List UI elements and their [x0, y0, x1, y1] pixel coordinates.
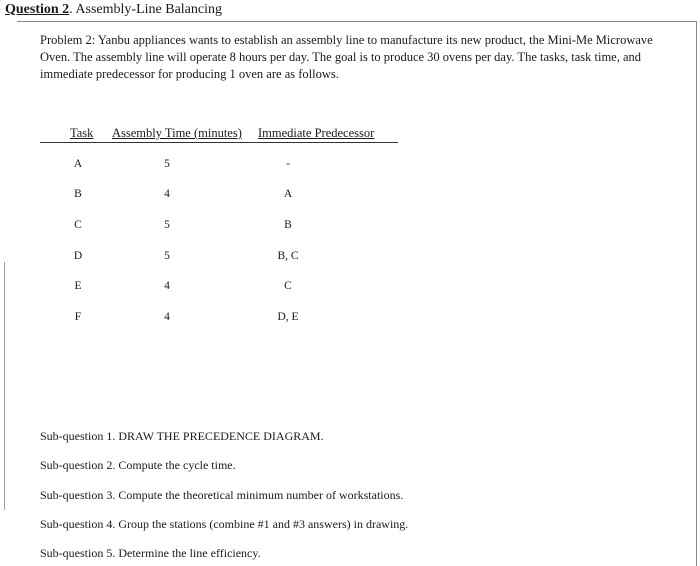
table-header [40, 126, 398, 143]
subquestion-1: Sub-question 1. DRAW THE PRECEDENCE DIAGRAM. [40, 429, 324, 443]
predecessor-cell: B [284, 219, 292, 231]
table-row [40, 250, 460, 266]
question-title: . Assembly-Line Balancing [69, 2, 222, 17]
predecessor-cell: A [283, 188, 293, 200]
time-cell: 5 [164, 158, 170, 170]
subquestion-5: Sub-question 5. Determine the line efficiency. [40, 546, 261, 560]
predecessor-cell: B, C [277, 250, 299, 262]
subquestion-3: Sub-question 3. Compute the theoretical minimum number of workstations. [40, 488, 404, 502]
table-row [40, 158, 460, 174]
task-cell: F [74, 311, 82, 323]
predecessor-cell: - [286, 158, 290, 170]
time-cell: 4 [164, 280, 170, 292]
table-row [40, 280, 460, 296]
question-label: Question 2 [5, 2, 70, 17]
subquestion-4: Sub-question 4. Group the stations (combine #1 and #3 answers) in drawing. [40, 517, 409, 531]
time-cell: 4 [164, 188, 170, 200]
header-task: Task [70, 126, 94, 140]
task-cell: C [74, 219, 82, 231]
time-cell: 5 [164, 219, 170, 231]
table-row [40, 188, 460, 204]
table-row [40, 219, 460, 235]
table-row [40, 311, 460, 327]
task-cell: E [74, 280, 82, 292]
problem-text: Problem 2: Yanbu appliances wants to establish an assembly line to manufacture its new product, the Mini-Me Microwave Oven. The assembly line will operate 8 hours per day. The goal is to produce 30 ovens per day. The tasks, task time, and immediate predecessor for producing 1 oven are as follows. [40, 33, 653, 81]
time-cell: 4 [164, 311, 170, 323]
task-cell: A [73, 158, 83, 170]
problem-statement [40, 32, 680, 83]
side-divider [4, 262, 5, 510]
question-heading [5, 2, 222, 18]
task-cell: B [74, 188, 82, 200]
task-table [40, 126, 460, 323]
time-cell: 5 [164, 250, 170, 262]
header-time: Assembly Time (minutes) [112, 126, 242, 140]
task-cell: D [73, 250, 83, 262]
predecessor-cell: C [284, 280, 292, 292]
header-predecessor: Immediate Predecessor [258, 126, 375, 140]
subquestion-2: Sub-question 2. Compute the cycle time. [40, 458, 236, 472]
predecessor-cell: D, E [277, 311, 299, 323]
